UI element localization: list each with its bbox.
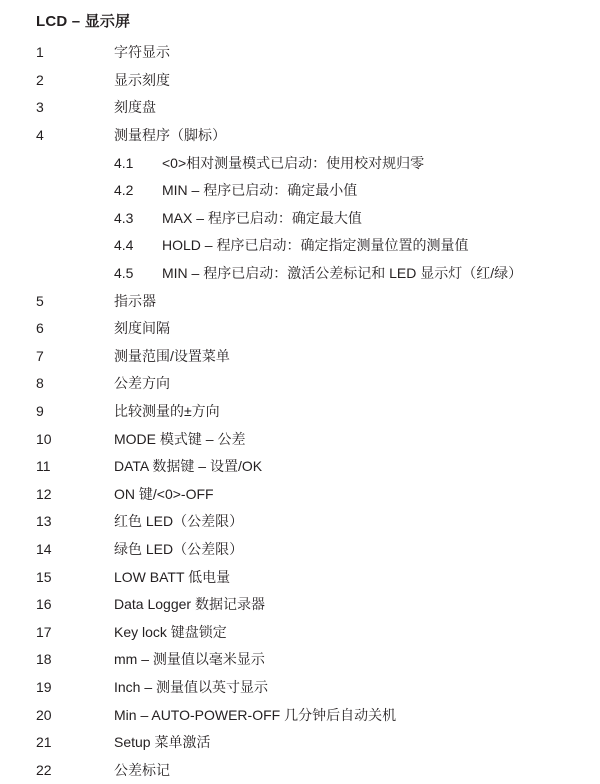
list-item-sub: [0, 232, 600, 260]
list-item: [0, 591, 600, 619]
item-number: 17: [36, 623, 52, 640]
item-number: 2: [36, 71, 44, 88]
item-label: 绿色 LED（公差限）: [114, 540, 244, 557]
list-item: [0, 39, 600, 67]
item-label: Inch – 测量值以英寸显示: [114, 678, 269, 695]
item-number: 20: [36, 706, 52, 723]
item-number: 19: [36, 678, 52, 695]
item-number: 3: [36, 99, 44, 116]
item-label: MODE 模式键 – 公差: [114, 430, 246, 447]
item-number: 7: [36, 347, 44, 364]
page-title: LCD – 显示屏: [36, 13, 131, 30]
list-item: [0, 756, 600, 784]
item-label: HOLD – 程序已启动：确定指定测量位置的测量值: [162, 237, 469, 254]
item-label: LOW BATT 低电量: [114, 568, 231, 585]
item-number: 16: [36, 596, 52, 613]
item-number: 14: [36, 540, 52, 557]
list-item: [0, 398, 600, 426]
list-item: [0, 674, 600, 702]
item-label: 测量程序（脚标）: [114, 127, 226, 144]
item-label: 比较测量的±方向: [114, 403, 220, 420]
item-label: Key lock 键盘锁定: [114, 623, 227, 640]
item-number: 4.2: [114, 182, 134, 199]
list-item: [0, 67, 600, 95]
item-label: MAX – 程序已启动：确定最大值: [162, 209, 362, 226]
item-label: Setup 菜单激活: [114, 734, 211, 751]
legend-list: [0, 39, 600, 784]
list-item: [0, 701, 600, 729]
item-label: MIN – 程序已启动：激活公差标记和 LED 显示灯（红/绿）: [162, 265, 523, 282]
list-item: [0, 94, 600, 122]
list-item: [0, 343, 600, 371]
item-number: 6: [36, 320, 44, 337]
item-number: 10: [36, 430, 52, 447]
list-item-sub: [0, 177, 600, 205]
item-number: 22: [36, 761, 52, 778]
item-number: 13: [36, 513, 52, 530]
list-item: [0, 453, 600, 481]
item-number: 8: [36, 375, 44, 392]
item-label: <0>相对测量模式已启动：使用校对规归零: [162, 154, 425, 171]
item-label: 公差标记: [114, 761, 170, 778]
list-item-sub: [0, 260, 600, 288]
item-number: 21: [36, 734, 52, 751]
list-item: [0, 563, 600, 591]
list-item: [0, 315, 600, 343]
item-label: ON 键/<0>-OFF: [114, 485, 214, 502]
item-label: 刻度间隔: [114, 320, 170, 337]
item-label: MIN – 程序已启动：确定最小值: [162, 182, 358, 199]
list-item: [0, 287, 600, 315]
list-item-sub: [0, 149, 600, 177]
item-label: 字符显示: [114, 44, 170, 61]
item-number: 4: [36, 127, 44, 144]
list-item: [0, 481, 600, 509]
item-label: 红色 LED（公差限）: [114, 513, 244, 530]
item-label: 显示刻度: [114, 71, 170, 88]
item-number: 5: [36, 292, 44, 309]
item-number: 18: [36, 651, 52, 668]
item-label: 公差方向: [114, 375, 170, 392]
item-number: 4.5: [114, 265, 134, 282]
item-label: mm – 测量值以毫米显示: [114, 651, 265, 668]
item-number: 4.1: [114, 154, 134, 171]
item-label: 指示器: [114, 292, 156, 309]
list-item: [0, 508, 600, 536]
item-label: 刻度盘: [114, 99, 156, 116]
list-item: [0, 646, 600, 674]
list-item: [0, 425, 600, 453]
item-label: Min – AUTO-POWER-OFF 几分钟后自动关机: [114, 706, 397, 723]
item-number: 11: [36, 458, 51, 475]
list-item-sub: [0, 205, 600, 233]
list-item: [0, 122, 600, 150]
item-number: 4.3: [114, 209, 134, 226]
item-label: 测量范围/设置菜单: [114, 347, 230, 364]
list-item: [0, 618, 600, 646]
item-label: Data Logger 数据记录器: [114, 596, 265, 613]
item-label: DATA 数据键 – 设置/OK: [114, 458, 263, 475]
list-item: [0, 729, 600, 757]
list-item: [0, 536, 600, 564]
item-number: 12: [36, 485, 52, 502]
item-number: 15: [36, 568, 52, 585]
item-number: 9: [36, 403, 44, 420]
list-item: [0, 370, 600, 398]
item-number: 1: [36, 44, 44, 61]
item-number: 4.4: [114, 237, 134, 254]
